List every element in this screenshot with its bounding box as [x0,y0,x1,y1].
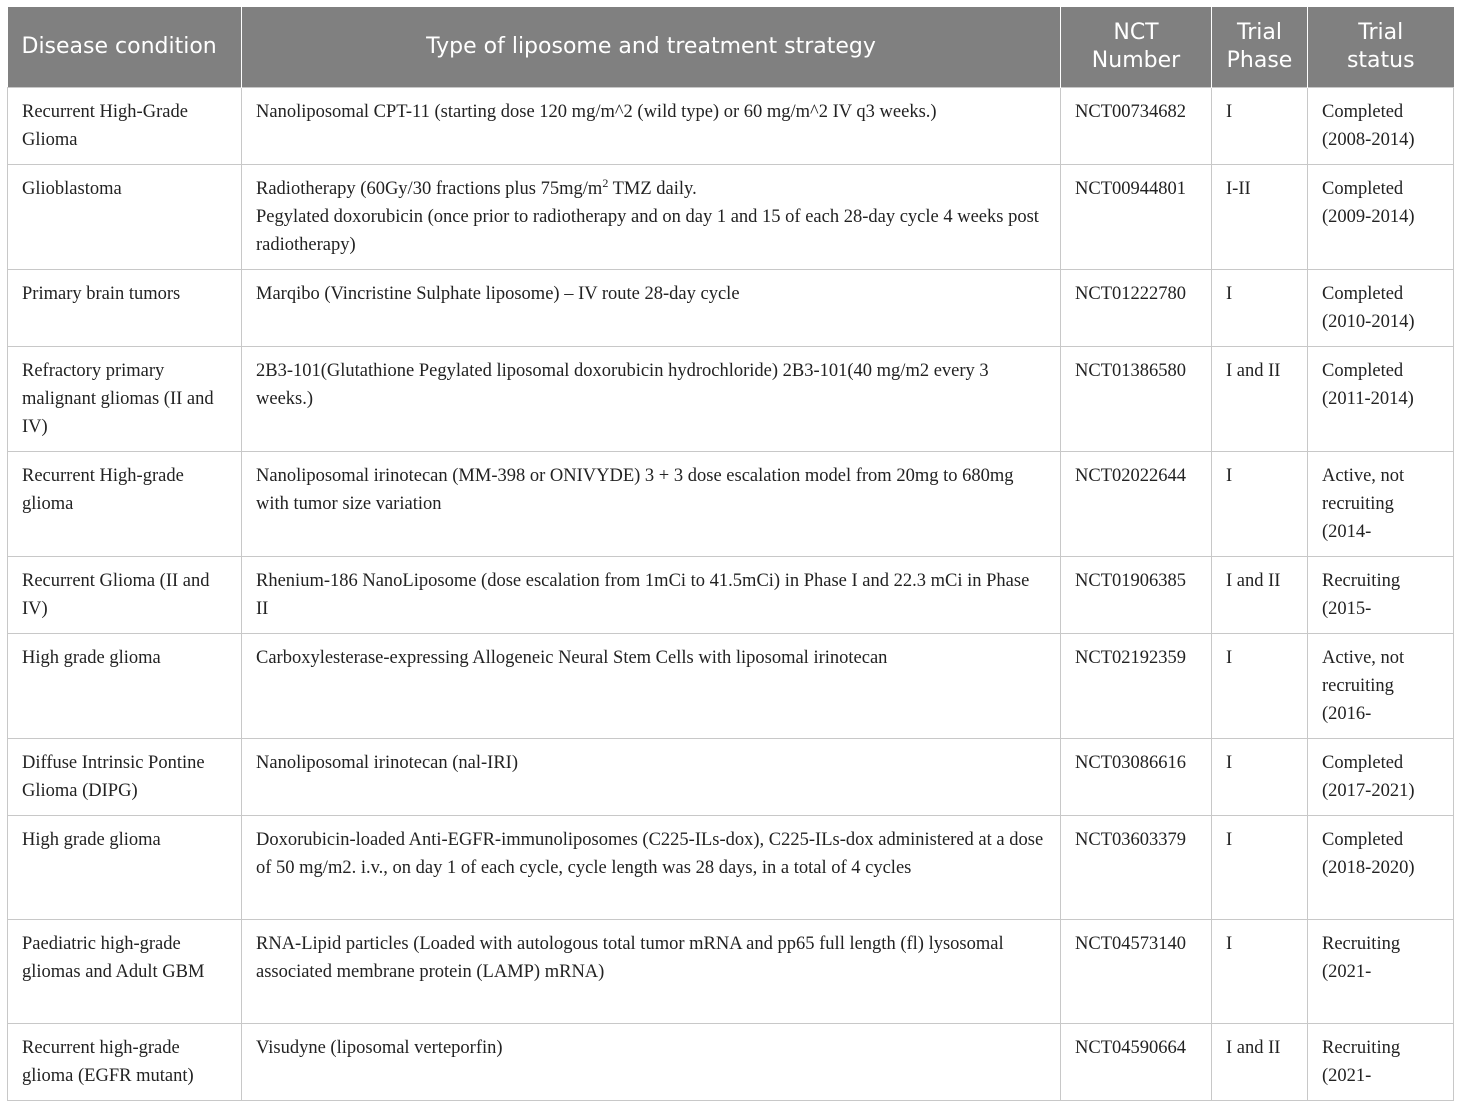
cell-phase: I [1212,452,1308,557]
cell-phase: I and II [1212,557,1308,634]
table-row [8,270,1454,347]
cell-status: Completed (2011-2014) [1308,347,1454,452]
cell-disease: Refractory primary malignant gliomas (II and IV) [8,347,242,452]
cell-status: Completed (2009-2014) [1308,165,1454,270]
cell-status: Completed (2008-2014) [1308,88,1454,165]
cell-status: Active, not recruiting (2016- [1308,634,1454,739]
table-row [8,557,1454,634]
cell-treatment [242,165,1061,270]
cell-nct-number: NCT01906385 [1061,557,1212,634]
cell-disease: Paediatric high-grade gliomas and Adult GBM [8,920,242,1024]
cell-disease: Recurrent Glioma (II and IV) [8,557,242,634]
cell-phase: I [1212,270,1308,347]
cell-nct-number: NCT01222780 [1061,270,1212,347]
table-row [8,165,1454,270]
cell-disease: Glioblastoma [8,165,242,270]
header-trial-status: Trial status [1308,7,1454,88]
cell-phase: I [1212,920,1308,1024]
table-row [8,920,1454,1024]
cell-treatment: Marqibo (Vincristine Sulphate liposome) – IV route 28-day cycle [242,270,1061,347]
cell-nct-number: NCT04573140 [1061,920,1212,1024]
cell-disease: Diffuse Intrinsic Pontine Glioma (DIPG) [8,739,242,816]
treatment-text-a: Radiotherapy (60Gy/30 fractions plus 75mg/m [256,179,603,199]
table-row [8,739,1454,816]
header-row [8,7,1454,88]
cell-disease: Recurrent High-grade glioma [8,452,242,557]
cell-treatment: Carboxylesterase-expressing Allogeneic Neural Stem Cells with liposomal irinotecan [242,634,1061,739]
table-row [8,347,1454,452]
cell-status: Active, not recruiting (2014- [1308,452,1454,557]
cell-nct-number: NCT04590664 [1061,1024,1212,1101]
cell-nct-number: NCT00944801 [1061,165,1212,270]
cell-treatment: Doxorubicin-loaded Anti-EGFR-immunoliposomes (C225-ILs-dox), C225-ILs-dox administered at a dose of 50 mg/m2. i.v., on day 1 of each cycle, cycle length was 28 days, in a total of 4 cycles [242,816,1061,920]
cell-treatment: Nanoliposomal irinotecan (MM-398 or ONIVYDE) 3 + 3 dose escalation model from 20mg to 680mg with tumor size variation [242,452,1061,557]
treatment-line-2: Pegylated doxorubicin (once prior to radiotherapy and on day 1 and 15 of each 28-day cycle 4 weeks post radiotherapy) [256,207,1039,255]
cell-status: Completed (2010-2014) [1308,270,1454,347]
table-row [8,452,1454,557]
clinical-trials-table [7,7,1454,1101]
cell-nct-number: NCT02192359 [1061,634,1212,739]
cell-nct-number: NCT03603379 [1061,816,1212,920]
cell-disease: Recurrent high-grade glioma (EGFR mutant) [8,1024,242,1101]
cell-phase: I [1212,816,1308,920]
cell-phase: I and II [1212,347,1308,452]
table-row [8,88,1454,165]
cell-treatment: Nanoliposomal CPT-11 (starting dose 120 mg/m^2 (wild type) or 60 mg/m^2 IV q3 weeks.) [242,88,1061,165]
cell-phase: I [1212,739,1308,816]
cell-treatment: Rhenium-186 NanoLiposome (dose escalation from 1mCi to 41.5mCi) in Phase I and 22.3 mCi in Phase II [242,557,1061,634]
cell-treatment: Nanoliposomal irinotecan (nal-IRI) [242,739,1061,816]
cell-status: Recruiting (2021- [1308,920,1454,1024]
cell-disease: Recurrent High-Grade Glioma [8,88,242,165]
cell-treatment: 2B3-101(Glutathione Pegylated liposomal doxorubicin hydrochloride) 2B3-101(40 mg/m2 every 3 weeks.) [242,347,1061,452]
cell-disease: High grade glioma [8,634,242,739]
cell-status: Recruiting (2015- [1308,557,1454,634]
cell-nct-number: NCT01386580 [1061,347,1212,452]
cell-phase: I [1212,88,1308,165]
cell-disease: Primary brain tumors [8,270,242,347]
cell-treatment: RNA-Lipid particles (Loaded with autologous total tumor mRNA and pp65 full length (fl) lysosomal associated membrane protein (LAMP) mRNA) [242,920,1061,1024]
table-row [8,1024,1454,1101]
cell-nct-number: NCT00734682 [1061,88,1212,165]
header-disease-condition: Disease condition [8,7,242,88]
superscript-2: 2 [602,175,609,190]
treatment-line-1 [256,175,1046,203]
cell-status: Recruiting (2021- [1308,1024,1454,1101]
header-trial-phase: Trial Phase [1212,7,1308,88]
cell-disease: High grade glioma [8,816,242,920]
cell-phase: I-II [1212,165,1308,270]
cell-nct-number: NCT02022644 [1061,452,1212,557]
cell-status: Completed (2017-2021) [1308,739,1454,816]
cell-nct-number: NCT03086616 [1061,739,1212,816]
table-row [8,816,1454,920]
header-treatment-strategy: Type of liposome and treatment strategy [242,7,1061,88]
cell-phase: I [1212,634,1308,739]
treatment-text-b: TMZ daily. [608,179,697,199]
cell-phase: I and II [1212,1024,1308,1101]
cell-treatment: Visudyne (liposomal verteporfin) [242,1024,1061,1101]
header-nct-number: NCT Number [1061,7,1212,88]
cell-status: Completed (2018-2020) [1308,816,1454,920]
table-row [8,634,1454,739]
